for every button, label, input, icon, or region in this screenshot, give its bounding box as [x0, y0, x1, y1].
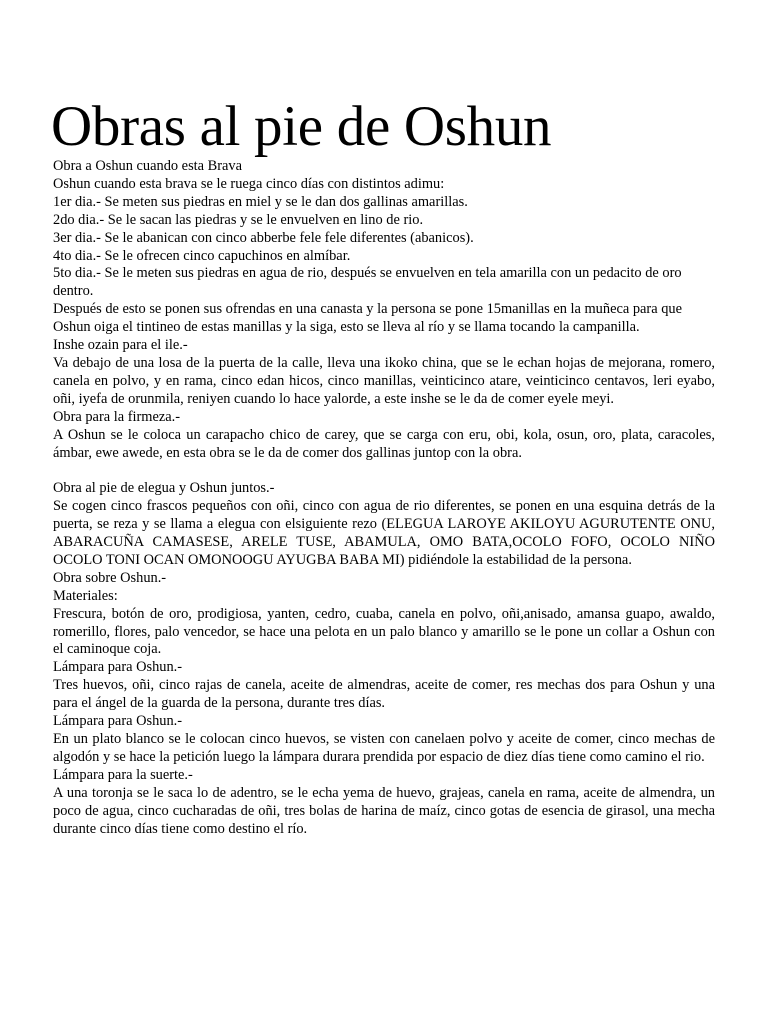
- paragraph: Oshun cuando esta brava se le ruega cinco días con distintos adimu:: [53, 175, 445, 192]
- paragraph: Obra para la firmeza.-: [53, 408, 181, 425]
- paragraph: Frescura, botón de oro, prodigiosa, yanten, cedro, cuaba, canela en polvo, oñi,anisado, amansa guapo, awaldo, romerillo, flores, palo vencedor, se hace una pelota en un palo blanco y amarillo se le pone un collar a Oshun con el caminoque coja.: [53, 605, 715, 658]
- paragraph: A Oshun se le coloca un carapacho chico de carey, que se carga con eru, obi, kola, osun, oro, plata, caracoles, ámbar, ewe awede, en esta obra se le da de comer dos gallinas juntop con la obra.: [53, 426, 715, 461]
- paragraph: Obra sobre Oshun.-: [53, 569, 167, 586]
- document-page: [53, 96, 715, 838]
- paragraph: Va debajo de una losa de la puerta de la calle, lleva una ikoko china, que se le echan hojas de mejorana, romero, canela en polvo, y en rama, cinco edan hicos, cinco manillas, veinticinco atare, veinticinco centavos, leri eyabo, oñi, iyefa de orunmila, reniyen cuando lo hace yalorde, a este inshe se le da de comer eyele meyi.: [53, 354, 715, 407]
- paragraph: Materiales:: [53, 587, 118, 604]
- paragraph: Se cogen cinco frascos pequeños con oñi, cinco con agua de rio diferentes, se ponen en una esquina detrás de la puerta, se reza y se llama a elegua con elsiguiente rezo (ELEGUA LAROYE AKILOYU AGURUTENTE ONU, ABARACUÑA CAMASESE, ARELE TUSE, ABAMULA, OMO BATA,OCOLO FOFO, OCOLO NIÑO OCOLO TONI OCAN OMONOOGU AYUGBA BABA MI) pidiéndole la estabilidad de la persona.: [53, 498, 715, 568]
- paragraph: Obra a Oshun cuando esta Brava: [53, 158, 243, 174]
- paragraph: En un plato blanco se le colocan cinco huevos, se visten con canelaen polvo y aceite de comer, cinco mechas de algodón y se hace la petición luego la lámpara durara prendida por espacio de diez días tiene como camino el rio.: [53, 730, 715, 765]
- paragraph: Lámpara para Oshun.-: [53, 713, 183, 730]
- paragraph: Lámpara para Oshun.-: [53, 659, 183, 676]
- paragraph: 2do dia.- Se le sacan las piedras y se le envuelven en lino de rio.: [53, 211, 424, 228]
- paragraph: Tres huevos, oñi, cinco rajas de canela, aceite de almendras, aceite de comer, res mechas dos para Oshun y una para el ángel de la guarda de la persona, durante tres días.: [53, 677, 715, 712]
- paragraph: A una toronja se le saca lo de adentro, se le echa yema de huevo, grajeas, canela en rama, aceite de almendra, un poco de agua, cinco cucharadas de oñi, tres bolas de harina de maíz, cinco gotas de esencia de girasol, una mecha durante cinco días tiene como destino el río.: [53, 784, 715, 837]
- paragraph: 5to dia.- Se le meten sus piedras en agua de rio, después se envuelven en tela amarilla con un pedacito de oro dentro.: [53, 265, 682, 300]
- document-body: [53, 158, 715, 838]
- paragraph: Obra al pie de elegua y Oshun juntos.-: [53, 480, 275, 497]
- paragraph: Después de esto se ponen sus ofrendas en una canasta y la persona se pone 15manillas en la muñeca para que Oshun oiga el tintineo de estas manillas y la siga, esto se lleva al río y se llama tocando la campanilla.: [53, 301, 682, 336]
- document-title: Obras al pie de Oshun: [51, 95, 552, 158]
- paragraph: Lámpara para la suerte.-: [53, 766, 193, 783]
- paragraph: 3er dia.- Se le abanican con cinco abberbe fele fele diferentes (abanicos).: [53, 229, 474, 246]
- blank-line: [53, 462, 715, 480]
- paragraph: 1er dia.- Se meten sus piedras en miel y se le dan dos gallinas amarillas.: [53, 193, 468, 210]
- paragraph: 4to dia.- Se le ofrecen cinco capuchinos en almíbar.: [53, 247, 351, 264]
- paragraph: Inshe ozain para el ile.-: [53, 337, 188, 354]
